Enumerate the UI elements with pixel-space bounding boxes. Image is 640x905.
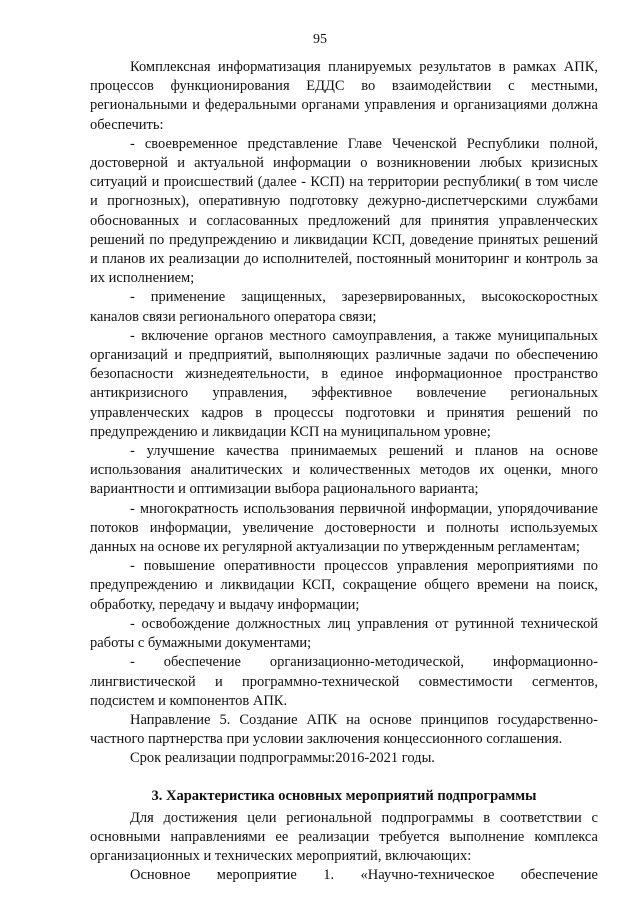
paragraph-item-information-reuse: - многократность использования первичной информации, упорядочивание потоков информации, увеличение достоверности и полноты используемых данных на основе их регулярной актуализации по утвержденным регламентам;: [90, 500, 598, 556]
paragraph-item-timely-information: - своевременное представление Главе Чеченской Республики полной, достоверной и актуальной информации о возникновении любых кризисных ситуаций и происшествий (далее - КСП) на территории республики( в том числе и прогнозных), оперативную подготовку дежурно-диспетчерскими службами обоснованных и согласованных предложений для принятия управленческих решений по предупреждению и ликвидации КСП, доведение принятых решений и планов их реализации до исполнителей, постоянный мониторинг и контроль за их исполнением;: [90, 135, 598, 287]
paragraph-item-paperwork-relief: - освобождение должностных лиц управления от рутинной технической работы с бумажными документами;: [90, 615, 598, 652]
paragraph-intro: Комплексная информатизация планируемых результатов в рамках АПК, процессов функционирования ЕДДС во взаимодействии с местными, региональными и федеральными органами управления и организациями должна обеспечить:: [90, 59, 598, 133]
paragraph-item-local-government-inclusion: - включение органов местного самоуправления, а также муниципальных организаций и предприятий, выполняющих различные задачи по обеспечению безопасности жизнедеятельности, в единое информационное пространство антикризисного управления, эффективное вовлечение региональных управленческих кадров в процессы подготовки и принятия решений по предупреждению и ликвидации КСП на муниципальном уровне;: [90, 327, 598, 440]
section-heading: 3. Характеристика основных мероприятий подпрограммы: [151, 787, 537, 804]
paragraph-direction-5: Направление 5. Создание АПК на основе принципов государственно-частного партнерства при условии заключения концессионного соглашения.: [90, 711, 598, 748]
paragraph-item-compatibility: - обеспечение организационно-методической, информационно-лингвистической и программно-технической совместимости сегментов, подсистем и компонентов АПК.: [90, 654, 598, 709]
paragraph-goal-achievement: Для достижения цели региональной подпрограммы в соответствии с основными направлениями ее реализации требуется выполнение комплекса организационных и технических мероприятий, включающих:: [90, 809, 598, 865]
paragraph-item-management-efficiency: - повышение оперативности процессов управления мероприятиями по предупреждению и ликвидации КСП, сокращение общего времени на поиск, обработку, передачу и выдачу информации;: [90, 558, 598, 613]
document-body: [90, 58, 598, 886]
paragraph-implementation-period: Срок реализации подпрограммы:2016-2021 годы.: [130, 750, 435, 767]
page-number: 95: [313, 32, 327, 47]
paragraph-main-activity-1: Основное мероприятие 1. «Научно-техническое обеспечение: [130, 867, 598, 884]
paragraph-item-decision-quality: - улучшение качества принимаемых решений и планов на основе использования аналитических и количественных методов их оценки, много вариантности и оптимизации выбора рационального варианта;: [90, 443, 598, 498]
paragraph-item-protected-channels: - применение защищенных, зарезервированных, высокоскоростных каналов связи регионального оператора связи;: [90, 289, 598, 325]
